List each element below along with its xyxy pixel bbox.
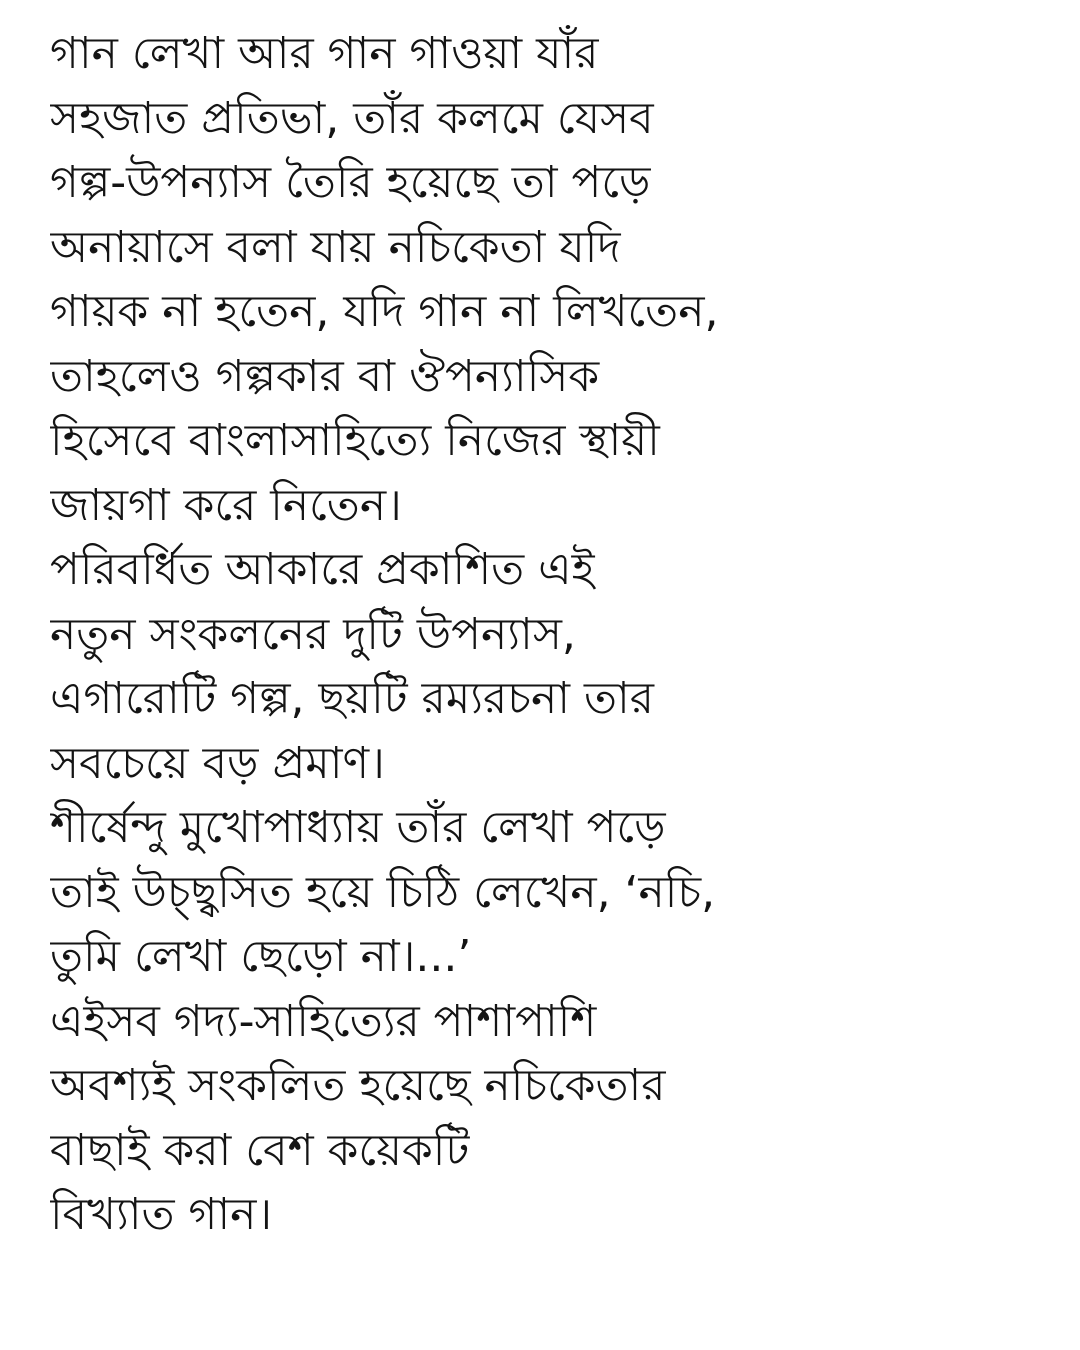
text-line: গায়ক না হতেন, যদি গান না লিখতেন, xyxy=(50,286,719,337)
text-line: জায়গা করে নিতেন। xyxy=(50,479,402,531)
text-line: শীর্ষেন্দু মুখোপাধ্যায় তাঁর লেখা পড়ে xyxy=(50,802,666,853)
text-line: হিসেবে বাংলাসাহিত্যে নিজের স্থায়ী xyxy=(50,415,660,466)
text-line: নতুন সংকলনের দুটি উপন্যাস, xyxy=(50,608,576,660)
text-line: বিখ্যাত গান। xyxy=(50,1189,273,1240)
text-line: গল্প-উপন্যাস তৈরি হয়েছে তা পড়ে xyxy=(50,157,651,208)
text-line: সবচেয়ে বড় প্রমাণ। xyxy=(50,737,385,789)
text-line: পরিবর্ধিত আকারে প্রকাশিত এই xyxy=(50,544,595,595)
blurb-text xyxy=(50,22,1040,1248)
text-line: তাহলেও গল্পকার বা ঔপন্যাসিক xyxy=(50,350,600,402)
text-line: তুমি লেখা ছেড়ো না।...’ xyxy=(50,931,472,982)
text-line: অনায়াসে বলা যায় নচিকেতা যদি xyxy=(50,221,621,273)
text-line: এইসব গদ্য-সাহিত্যের পাশাপাশি xyxy=(50,995,597,1047)
text-line: অবশ্যই সংকলিত হয়েছে নচিকেতার xyxy=(50,1060,666,1111)
text-line: বাছাই করা বেশ কয়েকটি xyxy=(50,1124,470,1176)
text-line: গান লেখা আর গান গাওয়া যাঁর xyxy=(50,28,599,79)
text-line: সহজাত প্রতিভা, তাঁর কলমে যেসব xyxy=(50,92,654,144)
text-line: এগারোটি গল্প, ছয়টি রম্যরচনা তার xyxy=(50,673,654,724)
text-line: তাই উচ্ছ্বসিত হয়ে চিঠি লেখেন, ‘নচি, xyxy=(50,866,716,918)
